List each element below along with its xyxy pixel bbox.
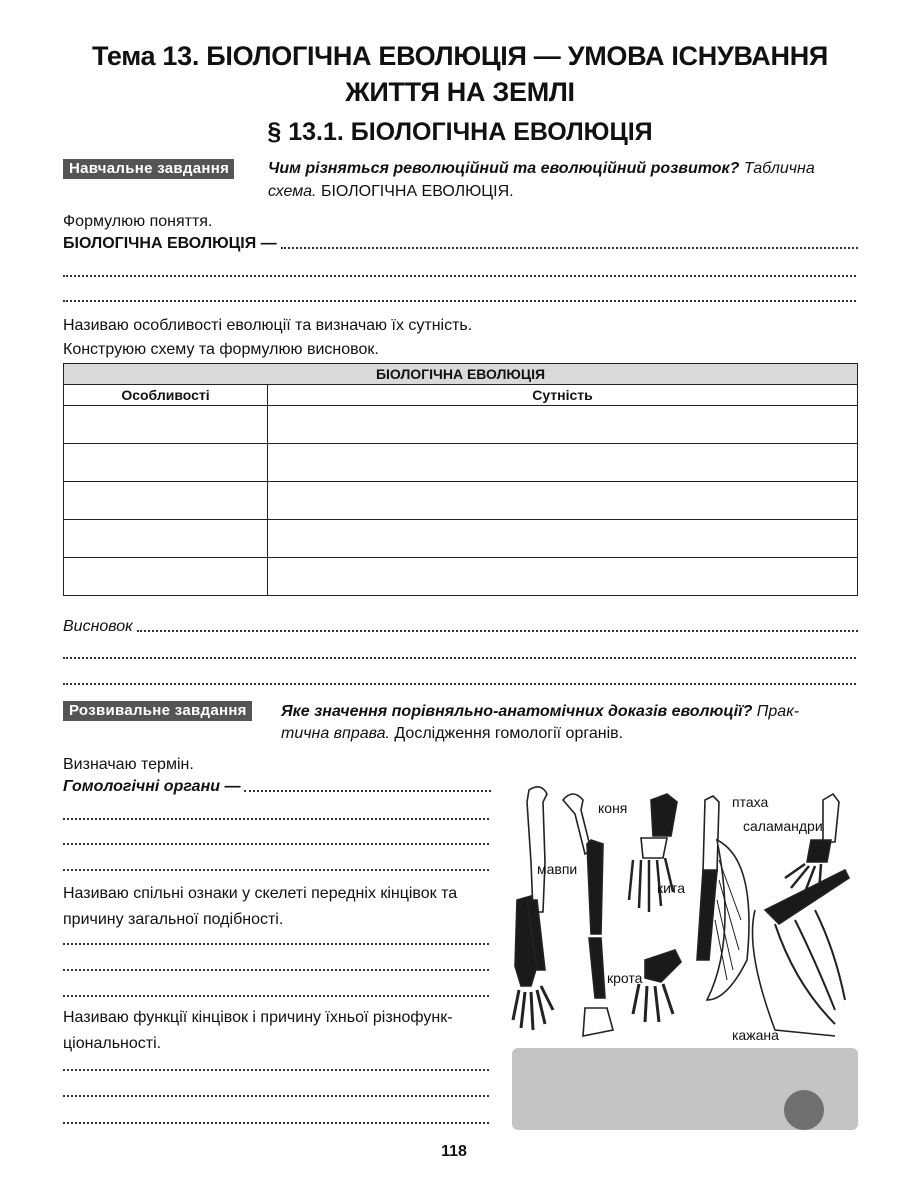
task2-question-line2 <box>281 722 623 746</box>
definition-line[interactable] <box>63 235 858 253</box>
answer-line[interactable] <box>63 1122 489 1124</box>
task1-hint-3: БІОЛОГІЧНА ЕВОЛЮЦІЯ. <box>320 183 514 200</box>
common-features-text <box>63 881 457 933</box>
faded-banner-image <box>512 1048 858 1130</box>
page-number: 118 <box>441 1143 467 1160</box>
dark-spot <box>784 1090 824 1130</box>
table-row <box>64 406 858 444</box>
label-monkey: мавпи <box>537 861 578 877</box>
label-salamander: саламандри <box>743 818 823 834</box>
table-cell[interactable] <box>64 406 268 444</box>
label-bird: птаха <box>732 794 769 810</box>
task1-question-line2 <box>268 180 514 204</box>
conclusion-line[interactable] <box>63 618 858 636</box>
answer-line[interactable] <box>63 818 489 820</box>
answer-line[interactable] <box>63 995 489 997</box>
define-text: Визначаю термін. <box>63 756 194 773</box>
task1-question: Чим різняться революційний та еволюційний розвиток? <box>268 160 740 177</box>
answer-dots <box>137 630 858 632</box>
answer-line[interactable] <box>63 1069 489 1071</box>
answer-line[interactable] <box>63 869 489 871</box>
answer-line[interactable] <box>63 843 489 845</box>
table-cell[interactable] <box>268 406 858 444</box>
functions-text <box>63 1005 453 1057</box>
answer-line[interactable] <box>63 1095 489 1097</box>
functions-line-2: ціональності. <box>63 1035 162 1052</box>
table-cell[interactable] <box>64 520 268 558</box>
table-cell[interactable] <box>64 444 268 482</box>
task2-hint-3: Дослідження гомології органів. <box>394 725 624 742</box>
formulate-text: Формулюю поняття. <box>63 213 213 230</box>
table-cell[interactable] <box>64 482 268 520</box>
term-homologous: Гомологічні органи — <box>63 778 241 795</box>
label-bat: кажана <box>732 1027 779 1043</box>
evolution-table <box>63 363 858 596</box>
label-horse: коня <box>598 800 628 816</box>
term-evolution: БІОЛОГІЧНА ЕВОЛЮЦІЯ — <box>63 235 277 252</box>
construct-text: Конструюю схему та формулюю висновок. <box>63 341 379 358</box>
task2-hint-1: Прак- <box>756 703 800 720</box>
features-text: Називаю особливості еволюції та визначаю їх сутність. <box>63 317 473 334</box>
label-whale: кита <box>657 880 685 896</box>
task2-question: Яке значення порівняльно-анатомічних доказів еволюції? <box>281 703 753 720</box>
page-title-line-2: ЖИТТЯ НА ЗЕМЛІ <box>345 77 575 107</box>
common-features-line-1: Називаю спільні ознаки у скелеті передніх кінцівок та <box>63 885 458 902</box>
label-mole: крота <box>607 970 643 986</box>
table-caption: БІОЛОГІЧНА ЕВОЛЮЦІЯ <box>64 364 858 385</box>
table-row <box>64 520 858 558</box>
answer-line[interactable] <box>63 275 856 277</box>
task2-question-line1 <box>281 700 861 724</box>
common-features-line-2: причину загальної подібності. <box>63 911 284 928</box>
answer-dots <box>281 247 858 249</box>
conclusion-label: Висновок <box>63 618 133 635</box>
answer-line[interactable] <box>63 943 489 945</box>
table-cell[interactable] <box>268 444 858 482</box>
task2-hint-2: тична вправа. <box>281 725 390 742</box>
answer-dots <box>244 790 491 792</box>
table-cell[interactable] <box>268 558 858 596</box>
functions-line-1: Називаю функції кінцівок і причину їхньої різнофунк- <box>63 1009 453 1026</box>
table-cell[interactable] <box>268 520 858 558</box>
table-header-features: Особливості <box>64 385 268 406</box>
table-cell[interactable] <box>268 482 858 520</box>
task1-hint-1: Таблична <box>743 160 815 177</box>
task1-question-line1 <box>268 157 863 181</box>
table-cell[interactable] <box>64 558 268 596</box>
table-row <box>64 558 858 596</box>
answer-line[interactable] <box>63 657 856 659</box>
answer-line[interactable] <box>63 300 856 302</box>
answer-line[interactable] <box>63 969 489 971</box>
task-label-learning: Навчальне завдання <box>63 159 234 179</box>
table-header-essence: Сутність <box>268 385 858 406</box>
table-row <box>64 482 858 520</box>
task1-hint-2: схема. <box>268 183 317 200</box>
answer-line[interactable] <box>63 683 856 685</box>
section-title: § 13.1. БІОЛОГІЧНА ЕВОЛЮЦІЯ <box>267 118 653 146</box>
homologous-definition-line[interactable] <box>63 778 491 796</box>
table-row <box>64 444 858 482</box>
page-title-line-1: Тема 13. БІОЛОГІЧНА ЕВОЛЮЦІЯ — УМОВА ІСНУВАННЯ <box>91 41 829 71</box>
task-label-developing: Розвивальне завдання <box>63 701 252 721</box>
